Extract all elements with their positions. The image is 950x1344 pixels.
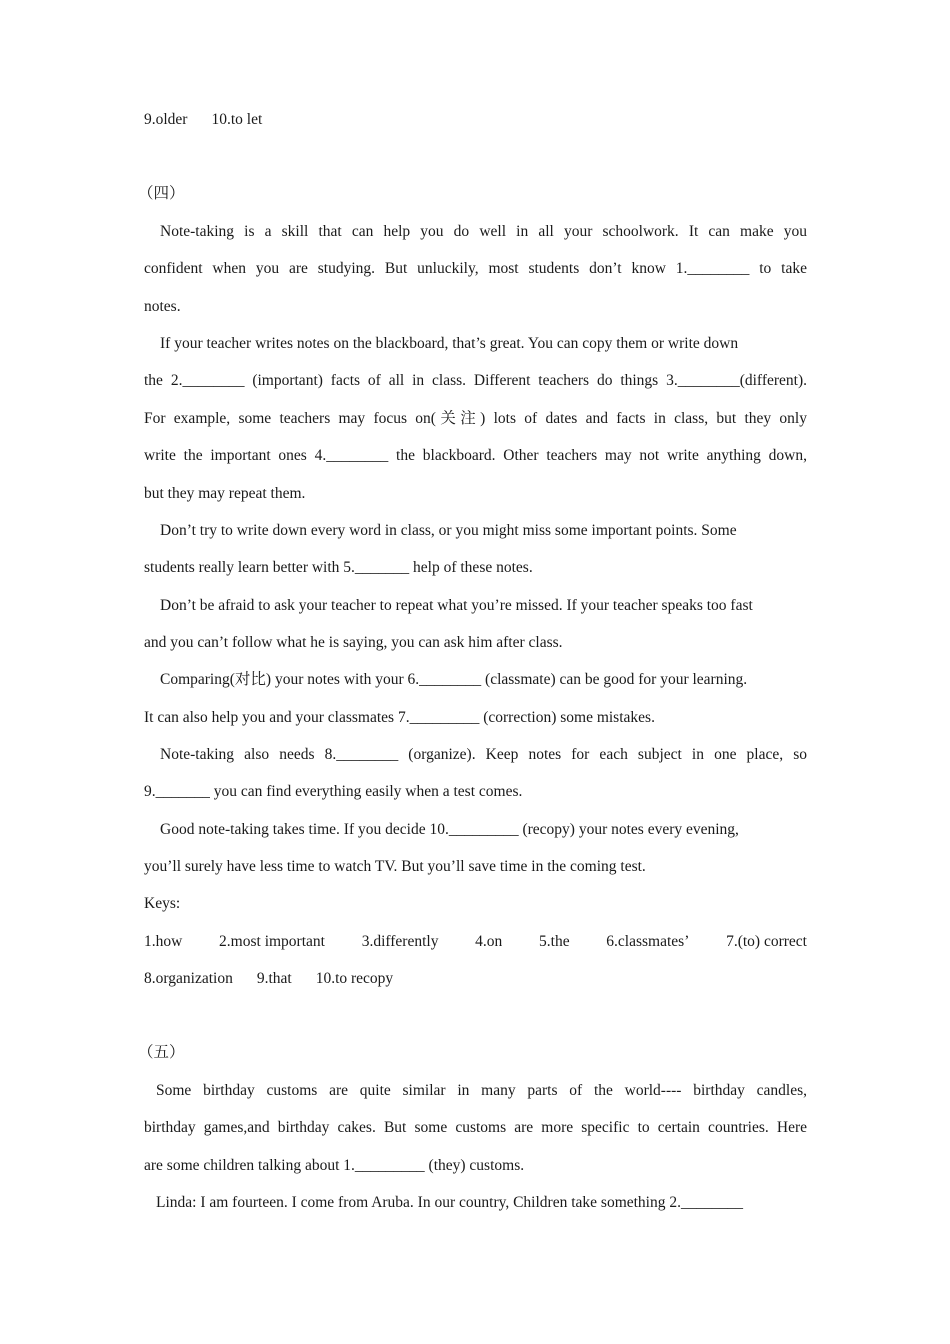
key-4: 4.on [475, 933, 503, 950]
section-5-line-1: Some birthday customs are quite similar in many parts of the world---- birthday candles, [156, 1082, 807, 1099]
section-4-line-5: the 2.________ (important) facts of all in class. Different teachers do things 3.________(different). [144, 372, 807, 389]
previous-key-9: 9.older [144, 111, 188, 128]
section-4-line-16: 9._______ you can find everything easily when a test comes. [144, 783, 523, 800]
key-5: 5.the [539, 933, 570, 950]
section-5-line-2: birthday games,and birthday cakes. But some customs are more specific to certain countries. Here [144, 1119, 807, 1136]
previous-keys-line [144, 110, 262, 130]
section-4-line-12: and you can’t follow what he is saying, you can ask him after class. [144, 634, 563, 651]
section-4-line-13: Comparing(对比) your notes with your 6.________ (classmate) can be good for your learning. [160, 671, 748, 688]
section-4-line-4: If your teacher writes notes on the blackboard, that’s great. You can copy them or write down [160, 335, 739, 352]
section-4-line-8: but they may repeat them. [144, 485, 306, 502]
key-8: 8.organization [144, 970, 233, 987]
section-5-line-4: Linda: I am fourteen. I come from Aruba. In our country, Children take something 2.________ [156, 1194, 743, 1211]
section-4-heading: （四） [138, 185, 185, 202]
section-4-line-9: Don’t try to write down every word in class, or you might miss some important points. Some [160, 522, 737, 539]
key-9: 9.that [256, 970, 292, 987]
section-4-line-3: notes. [144, 298, 181, 315]
section-5-line-3: are some children talking about 1._________ (they) customs. [144, 1157, 525, 1174]
key-3: 3.differently [361, 933, 439, 950]
section-4-line-15: Note-taking also needs 8.________ (organize). Keep notes for each subject in one place, so [160, 746, 807, 763]
key-7: 7.(to) correct [726, 933, 807, 950]
section-5-heading: （五） [138, 1044, 185, 1061]
keys-line-1 [144, 932, 807, 952]
section-4-line-6: For example, some teachers may focus on(关注) lots of dates and facts in class, but they only [144, 410, 807, 427]
keys-label: Keys: [144, 895, 181, 912]
section-4-line-11: Don’t be afraid to ask your teacher to repeat what you’re missed. If your teacher speaks too fast [160, 597, 753, 614]
section-4-line-2: confident when you are studying. But unluckily, most students don’t know 1.________ to take [144, 260, 807, 277]
section-4-line-14: It can also help you and your classmates 7._________ (correction) some mistakes. [144, 709, 655, 726]
section-4-line-1: Note-taking is a skill that can help you do well in all your schoolwork. It can make you [160, 223, 807, 240]
section-4-line-18: you’ll surely have less time to watch TV. But you’ll save time in the coming test. [144, 858, 646, 875]
key-10: 10.to recopy [315, 970, 394, 987]
section-4-line-17: Good note-taking takes time. If you decide 10._________ (recopy) your notes every evening, [160, 821, 739, 838]
section-4-line-7: write the important ones 4.________ the blackboard. Other teachers may not write anything down, [144, 447, 807, 464]
key-6: 6.classmates’ [606, 933, 690, 950]
key-1: 1.how [144, 933, 183, 950]
section-4-line-10: students really learn better with 5._______ help of these notes. [144, 559, 533, 576]
keys-line-2 [144, 969, 393, 989]
previous-key-10: 10.to let [211, 111, 263, 128]
key-2: 2.most important [219, 933, 325, 950]
